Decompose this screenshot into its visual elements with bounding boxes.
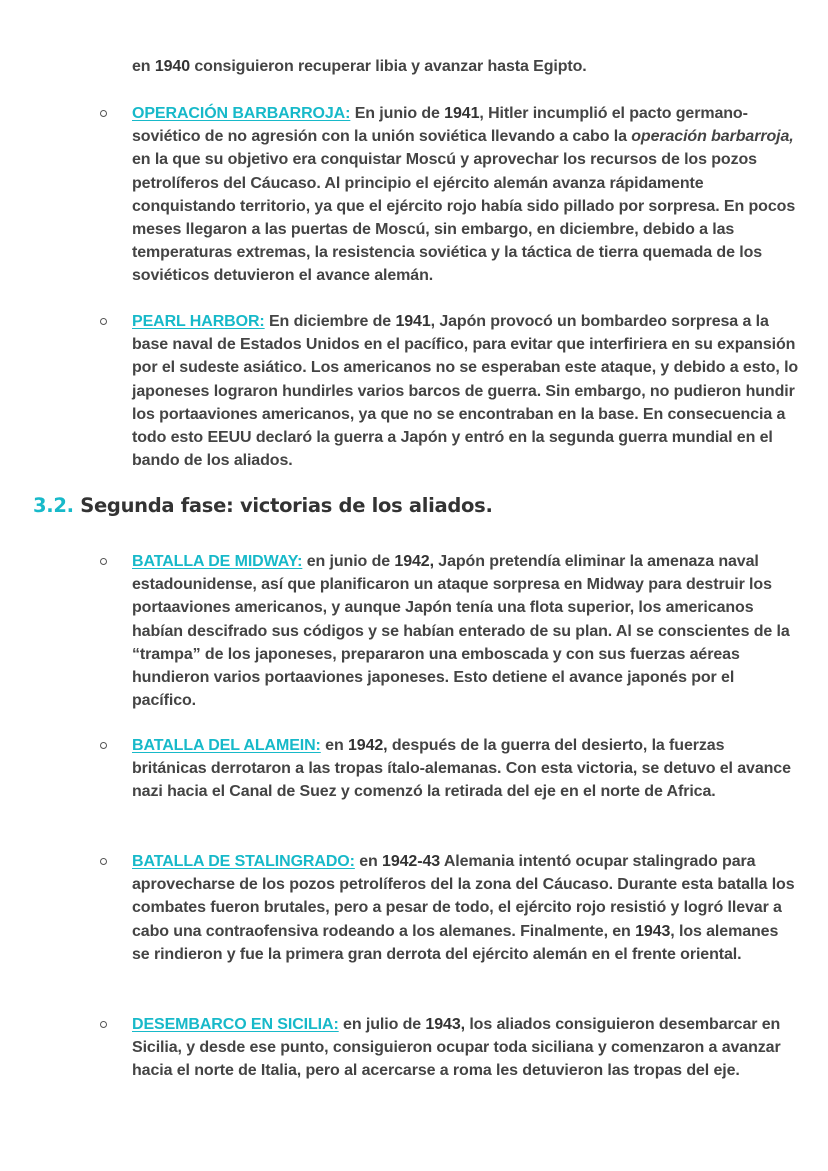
term-link[interactable]: BATALLA DEL ALAMEIN: bbox=[132, 737, 321, 754]
list-item-barbarroja bbox=[132, 102, 800, 288]
item-text: , los alemanes se rindieron y fue la primera gran derrota del ejército alemán en el frente oriental. bbox=[132, 922, 779, 963]
term-link[interactable]: PEARL HARBOR: bbox=[132, 313, 265, 330]
term-link[interactable]: OPERACIÓN BARBARROJA: bbox=[132, 105, 351, 122]
item-year: 1941 bbox=[395, 313, 431, 330]
item-year: 1943, bbox=[425, 1016, 465, 1033]
intro-text-end: consiguieron recuperar libia y avanzar hasta Egipto. bbox=[190, 58, 587, 75]
list-item-alamein bbox=[132, 734, 800, 804]
heading-number: 3.2. bbox=[33, 494, 74, 517]
item-year: 1942-43 bbox=[382, 853, 441, 870]
item-text: en julio de bbox=[338, 1016, 426, 1033]
bullet-circle-icon bbox=[100, 1021, 107, 1028]
intro-year: 1940 bbox=[154, 58, 191, 75]
item-text: después de la guerra del desierto, la fuerzas británicas derrotaron a las tropas ítalo-alemanas. Con esta victoria, se detuvo el avance nazi hacia el Canal de Suez y comenzó la retirada del eje en el norte de Africa. bbox=[132, 737, 791, 801]
item-text: los aliados consiguieron desembarcar en Sicilia, y desde ese punto, consiguieron ocupar toda siciliana y comenzaron a avanzar hacia el norte de Italia, pero al acercarse a roma les detuvieron las tropas del eje. bbox=[132, 1016, 781, 1080]
bullet-circle-icon bbox=[100, 858, 107, 865]
item-text: , Hitler incumplió el pacto germano-soviético de no agresión con la unión soviética llevando a cabo la bbox=[132, 105, 748, 146]
item-text: , Japón provocó un bombardeo sorpresa a la base naval de Estados Unidos en el pacífico, para evitar que interfiriera en su expansión por el sudeste asiático. Los americanos no se esperaban este ataque, y debido a esto, lo japoneses lograron hundirles varios barcos de guerra. Sin embargo, no pudieron hundir los portaaviones americanos, ya que no se encontraban en la base. En consecuencia a todo esto EEUU declaró la guerra a Japón y entró en la segunda guerra mundial en el bando de los aliados. bbox=[132, 313, 799, 470]
list-item-midway bbox=[132, 550, 800, 712]
item-text: en bbox=[320, 737, 348, 754]
item-year: 1942, bbox=[347, 737, 388, 754]
item-year: 1943 bbox=[635, 922, 671, 940]
intro-text: en bbox=[132, 58, 155, 75]
bullet-circle-icon bbox=[100, 110, 107, 117]
list-item-pearl-harbor bbox=[132, 310, 800, 472]
item-text: Alemania intentó ocupar stalingrado para aprovecharse de los pozos petrolíferos del la zona del Cáucaso. Durante esta batalla los combates fueron brutales, pero a pesar de todo, el ejército rojo resistió y logró llevar a cabo una contraofensiva rodeando a los alemanes. Finalmente, en bbox=[132, 853, 795, 940]
bullet-circle-icon bbox=[100, 558, 107, 565]
item-text: en la que su objetivo era conquistar Moscú y aprovechar los recursos de los pozos petrolíferos del Cáucaso. Al principio el ejército alemán avanza rápidamente conquistando territorio, ya que el ejército rojo había sido pillado por sorpresa. En pocos meses llegaron a las puertas de Moscú, sin embargo, en diciembre, debido a las temperaturas extremas, la resistencia soviética y la táctica de tierra quemada de los soviéticos detuvieron el avance alemán. bbox=[132, 151, 796, 285]
item-text: En diciembre de bbox=[264, 313, 396, 330]
term-link[interactable]: BATALLA DE STALINGRADO: bbox=[132, 853, 355, 870]
item-text: En junio de bbox=[350, 105, 445, 122]
item-year: 1942, bbox=[394, 553, 434, 570]
bullet-circle-icon bbox=[100, 742, 107, 749]
item-text: en bbox=[354, 853, 383, 870]
italic-text: operación barbarroja, bbox=[631, 128, 794, 146]
list-item-stalingrado bbox=[132, 850, 800, 966]
heading-title: Segunda fase: victorias de los aliados. bbox=[73, 494, 493, 517]
term-link[interactable]: BATALLA DE MIDWAY: bbox=[132, 553, 303, 570]
bullet-circle-icon bbox=[100, 318, 107, 325]
item-text: en junio de bbox=[302, 553, 395, 570]
item-text: Japón pretendía eliminar la amenaza naval estadounidense, así que planificaron un ataque sorpresa en Midway para destruir los portaaviones americanos, y aunque Japón tenía una flota superior, los americanos habían descifrado sus códigos y se habían enterado de su plan. Al se conscientes de la “trampa” de los japoneses, prepararon una emboscada y con sus fuerzas aéreas hundieron varios portaaviones japoneses. Esto detiene el avance japonés por el pacífico. bbox=[132, 553, 790, 710]
term-link[interactable]: DESEMBARCO EN SICILIA: bbox=[132, 1016, 339, 1033]
item-year: 1941 bbox=[444, 105, 480, 122]
intro-paragraph bbox=[132, 55, 800, 78]
section-heading bbox=[33, 494, 493, 517]
list-item-sicilia bbox=[132, 1013, 800, 1083]
